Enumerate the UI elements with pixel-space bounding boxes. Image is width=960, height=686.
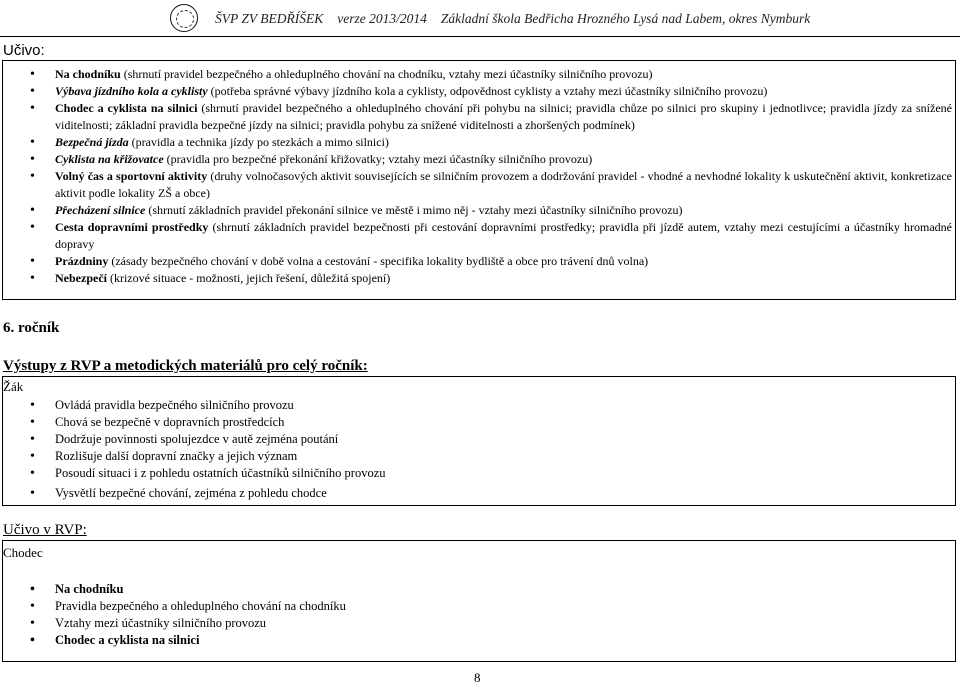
list-item xyxy=(0,253,960,270)
page-header xyxy=(0,0,960,38)
list-item: • Na chodníku xyxy=(0,581,960,598)
list-item: • Pravidla bezpečného a ohleduplného chování na chodníku xyxy=(0,598,960,615)
header-title-c: Základní škola Bedřicha Hrozného Lysá nad Labem, okres Nymburk xyxy=(440,11,811,26)
page-number: 8 xyxy=(474,670,481,685)
header-title-a: ŠVP ZV BEDŘÍŠEK xyxy=(215,11,324,26)
item-text: (shrnutí základních pravidel bezpečnosti při cestování dopravními prostředky; pravidla při jízdě autem, vztahy mezi cestujícími a účastníky hromadné dopravy xyxy=(55,220,953,251)
outputs-list xyxy=(0,397,960,502)
item-text: (pravidla pro bezpečné překonání křižovatky; vztahy mezi účastníky silničního provozu) xyxy=(163,152,593,166)
list-item: • Vztahy mezi účastníky silničního provozu xyxy=(0,615,960,632)
rvp-heading: Učivo v RVP: xyxy=(3,522,87,538)
item-text: (krizové situace - možnosti, jejich řešení, důležitá spojení) xyxy=(106,271,391,285)
rvp-subheading: Chodec xyxy=(3,545,43,560)
item-text: (shrnutí pravidel bezpečného a ohleduplného chování na chodníku, vztahy mezi účastníky silničního provozu) xyxy=(120,67,653,81)
header-text xyxy=(215,11,810,27)
header-title-b: verze 2013/2014 xyxy=(337,11,427,26)
item-text: (zásady bezpečného chování v době volna a cestování - specifika lokality bydliště a obce pro trávení dnů volna) xyxy=(108,254,649,268)
outputs-subject: Žák xyxy=(3,379,24,394)
item-text: (potřeba správné výbavy jízdního kola a cyklisty, odpovědnost cyklisty a vztahy mezi účastníky silničního provozu) xyxy=(207,84,768,98)
list-item: • Chová se bezpečně v dopravních prostředcích xyxy=(0,414,960,431)
list-item: • Rozlišuje další dopravní značky a jejich význam xyxy=(0,448,960,465)
item-term: Přecházení silnice xyxy=(55,203,146,217)
list-item: • Vysvětlí bezpečné chování, zejména z pohledu chodce xyxy=(0,485,960,502)
list-item: • Ovládá pravidla bezpečného silničního provozu xyxy=(0,397,960,414)
list-item: • Posoudí situaci i z pohledu ostatních účastníků silničního provozu xyxy=(0,465,960,482)
item-text: (shrnutí pravidel bezpečného a ohleduplného chování při pohybu na silnici; pravidla chůze po silnici pro skupiny i jednotlivce; pravidla jízdy za snížené viditelnosti; základní pravidla bezpečné jízdy na silnici; pravidla pohybu za snížené viditelnosti a zhoršených podmínek) xyxy=(55,101,952,132)
school-logo-icon xyxy=(170,4,198,32)
section-ucivo-label: Učivo: xyxy=(3,42,45,59)
item-term: Prázdniny xyxy=(55,254,109,268)
item-term: Bezpečná jízda xyxy=(55,135,129,149)
item-text: (pravidla a technika jízdy po stezkách a mimo silnici) xyxy=(128,135,389,149)
item-term: Volný čas a sportovní aktivity xyxy=(55,169,208,183)
list-item xyxy=(0,100,960,134)
item-term: Chodec a cyklista na silnici xyxy=(55,101,198,115)
outputs-heading: Výstupy z RVP a metodických materiálů pro celý ročník: xyxy=(3,358,368,374)
list-item xyxy=(0,66,960,83)
list-item: • Chodec a cyklista na silnici xyxy=(0,632,960,649)
rvp-list xyxy=(0,581,960,649)
list-item xyxy=(0,151,960,168)
item-term: Nebezpečí xyxy=(55,271,107,285)
item-term: Cesta dopravními prostředky xyxy=(55,220,209,234)
item-term: Výbava jízdního kola a cyklisty xyxy=(55,84,208,98)
list-item: • Dodržuje povinnosti spolujezdce v autě zejména poutání xyxy=(0,431,960,448)
list-item xyxy=(0,270,960,287)
item-term: Cyklista na křižovatce xyxy=(55,152,164,166)
list-item xyxy=(0,83,960,100)
item-text: (druhy volnočasových aktivit souvisejících se silničním provozem a dodržování pravidel - vhodné a nevhodné lokality k uskutečnění aktivit, konkretizace aktivit podle lokality ZŠ a obce) xyxy=(55,169,953,200)
header-divider xyxy=(0,36,960,37)
list-item xyxy=(0,168,960,202)
grade-label: 6. ročník xyxy=(3,320,60,336)
list-item xyxy=(0,219,960,253)
list-item xyxy=(0,134,960,151)
list-item xyxy=(0,202,960,219)
item-term: Na chodníku xyxy=(55,67,121,81)
ucivo-list xyxy=(0,66,960,287)
item-text: (shrnutí základních pravidel překonání silnice ve městě i mimo něj - vztahy mezi účastníky silničního provozu) xyxy=(145,203,683,217)
